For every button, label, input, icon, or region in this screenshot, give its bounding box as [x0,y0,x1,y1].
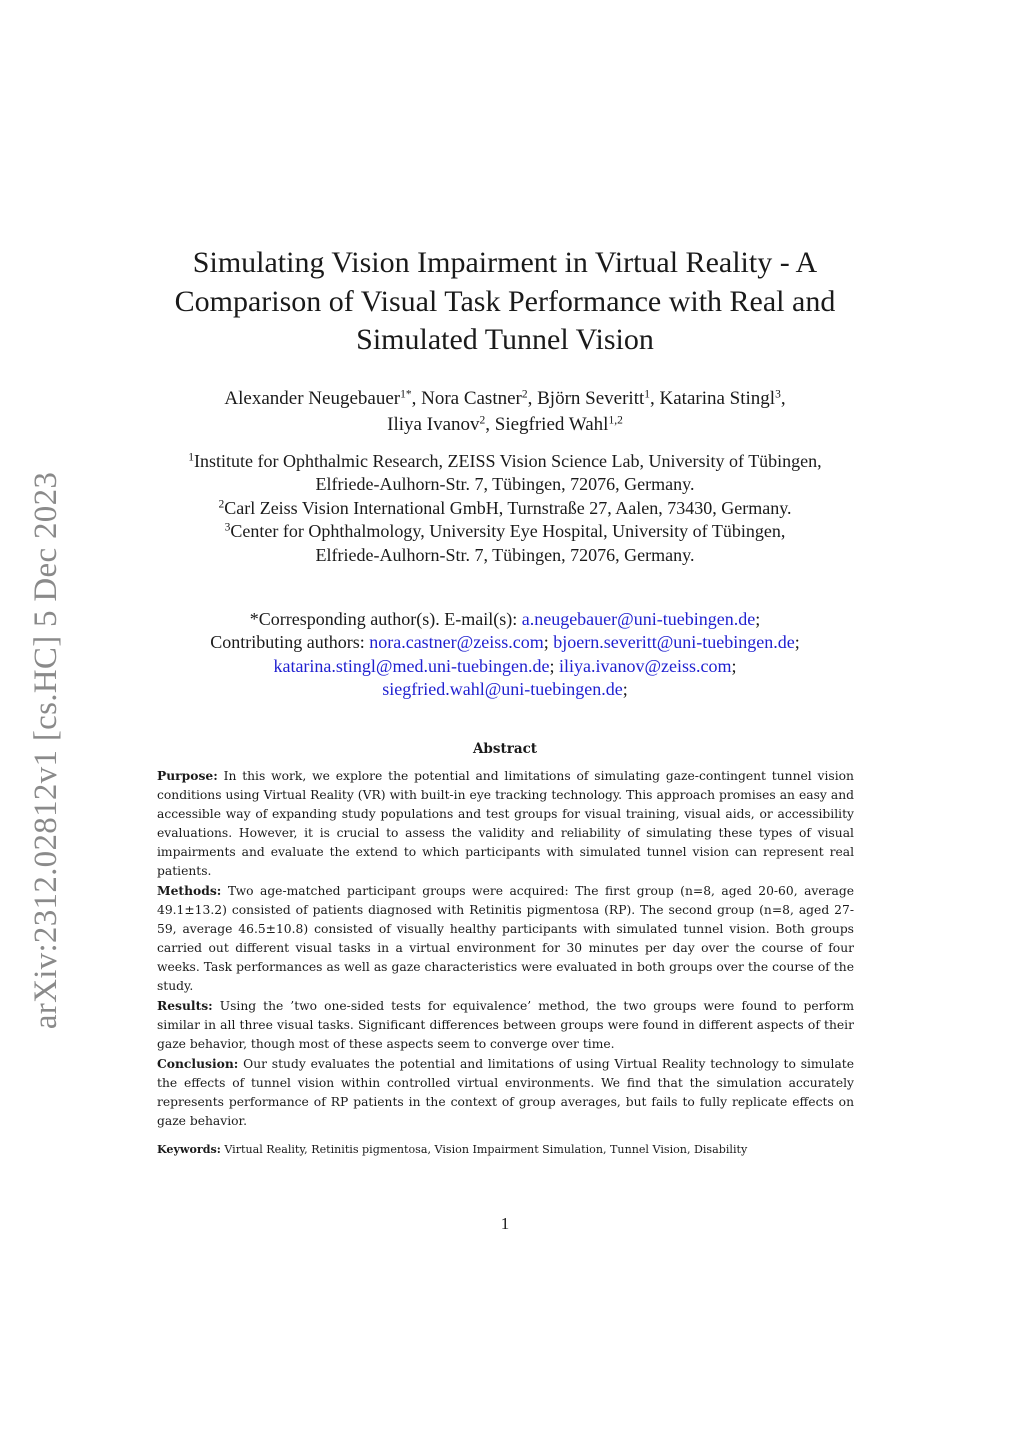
email-separator: ; [731,655,737,676]
keywords-text: Virtual Reality, Retinitis pigmentosa, Vision Impairment Simulation, Tunnel Vision, Disability [224,1143,748,1156]
author-sep: , [411,388,422,409]
contributing-line-2 [140,655,870,678]
section-text: Two age-matched participant groups were acquired: The first group (n=8, aged 20-60, average 49.1±13.2) consisted of patients diagnosed with Retinitis pigmentosa (RP). The second group (n=8, aged 27-59, average 46.5±10.8) consisted of visually healthy participants with simulated tunnel vision. Both groups carried out different visual tasks in a virtual environment for 30 minutes per day over the course of four weeks. Task performances as well as gaze characteristics were evaluated in both groups over the course of the study. [157,884,854,993]
author-name: Alexander Neugebauer [224,388,401,409]
email-separator: ; [622,679,628,700]
author-list [150,386,860,438]
author-affil-sup: 1,2 [608,414,623,427]
abstract-body [157,766,854,1131]
keywords-label: Keywords: [157,1143,221,1156]
author-affil-sup: 1* [400,388,412,401]
affiliation-text: Institute for Ophthalmic Research, ZEISS Vision Science Lab, University of Tübingen, [194,451,822,471]
author-affil-sup: 3 [775,388,781,401]
author-sep: , [650,388,660,409]
author-name: Siegfried Wahl [494,414,609,435]
affiliation-1-line-2: Elfriede-Aulhorn-Str. 7, Tübingen, 72076, Germany. [315,474,695,495]
section-text: Using the ’two one-sided tests for equivalence’ method, the two groups were found to perform similar in all three visual tasks. Significant differences between groups were found in different aspects of their gaze behavior, though most of these aspects seem to converge over time. [157,999,854,1051]
page-number: 1 [500,1214,510,1233]
correspondence-block [140,608,870,702]
email-link[interactable]: siegfried.wahl@uni-tuebingen.de [382,679,623,700]
arxiv-id-text: arXiv:2312.02812v1 [cs.HC] 5 Dec 2023 [28,471,65,1029]
author-sep: , [780,388,786,409]
author-line-1 [150,386,860,412]
email-link[interactable]: iliya.ivanov@zeiss.com [558,655,732,676]
paper-title [150,244,860,360]
email-link[interactable]: bjoern.severitt@uni-tuebingen.de [553,632,795,653]
section-label: Conclusion: [157,1056,239,1071]
affiliation-sup: 1 [188,451,195,464]
email-link[interactable]: katarina.stingl@med.uni-tuebingen.de [273,655,550,676]
title-line: Comparison of Visual Task Performance with Real and [174,284,836,318]
author-sep: , [527,388,538,409]
abstract-purpose [157,766,854,881]
corresponding-email-link[interactable]: a.neugebauer@uni-tuebingen.de [521,609,756,629]
affiliation-1-line-1 [130,450,880,473]
affiliation-3-line-2: Elfriede-Aulhorn-Str. 7, Tübingen, 72076, Germany. [315,544,695,565]
section-text: Our study evaluates the potential and limitations of using Virtual Reality technology to simulate the effects of tunnel vision within controlled virtual environments. We find that the simulation accurately represents performance of RP patients in the context of group averages, but fails to fully replicate effects on gaze behavior. [157,1057,854,1128]
author-line-2 [150,412,860,438]
author-affil-sup: 2 [479,414,486,427]
corresponding-label: *Corresponding author(s). E-mail(s): [249,609,522,629]
author-name: Nora Castner [421,388,522,409]
contributing-line-1 [140,631,870,654]
author-affil-sup: 1 [644,388,651,401]
email-link[interactable]: nora.castner@zeiss.com [369,632,544,653]
arxiv-side-stamp [28,455,66,1045]
abstract-methods [157,881,854,996]
section-label: Results: [157,998,213,1013]
affiliation-text: Center for Ophthalmology, University Eye Hospital, University of Tübingen, [230,521,786,542]
author-name: Katarina Stingl [659,388,776,409]
author-name: Björn Severitt [537,388,645,409]
contributing-line-3 [140,678,870,701]
affiliation-text: Carl Zeiss Vision International GmbH, Turnstraße 27, Aalen, 73430, Germany. [224,497,792,518]
abstract-results [157,996,854,1054]
email-separator: ; [549,655,555,676]
email-separator: ; [543,632,549,653]
author-name: Iliya Ivanov [387,414,480,435]
author-sep: , [485,414,495,435]
affiliation-2 [130,497,880,520]
affiliations [130,450,880,567]
contributing-label: Contributing authors: [210,632,370,653]
section-text: In this work, we explore the potential and limitations of simulating gaze-contingent tunnel vision conditions using Virtual Reality (VR) with built-in eye tracking technology. This approach promises an easy and accessible way of expanding study populations and test groups for visual training, visual aids, or accessibility evaluations. However, it is crucial to assess the validity and reliability of simulating these types of visual impairments and evaluate the extend to which participants with simulated tunnel vision can represent real patients. [157,769,854,878]
section-label: Methods: [157,883,222,898]
title-line: Simulated Tunnel Vision [356,323,654,356]
affiliation-3-line-1 [130,520,880,543]
affiliation-sup: 2 [218,498,225,511]
affiliation-sup: 3 [224,521,231,534]
abstract-conclusion [157,1054,854,1131]
email-separator: ; [755,609,761,629]
keywords [157,1141,854,1158]
author-affil-sup: 2 [521,388,528,401]
corresponding-author-line [140,608,870,631]
section-label: Purpose: [157,768,218,783]
title-line: Simulating Vision Impairment in Virtual Reality - A [192,246,818,279]
abstract-heading: Abstract [472,741,538,757]
email-separator: ; [794,632,800,653]
